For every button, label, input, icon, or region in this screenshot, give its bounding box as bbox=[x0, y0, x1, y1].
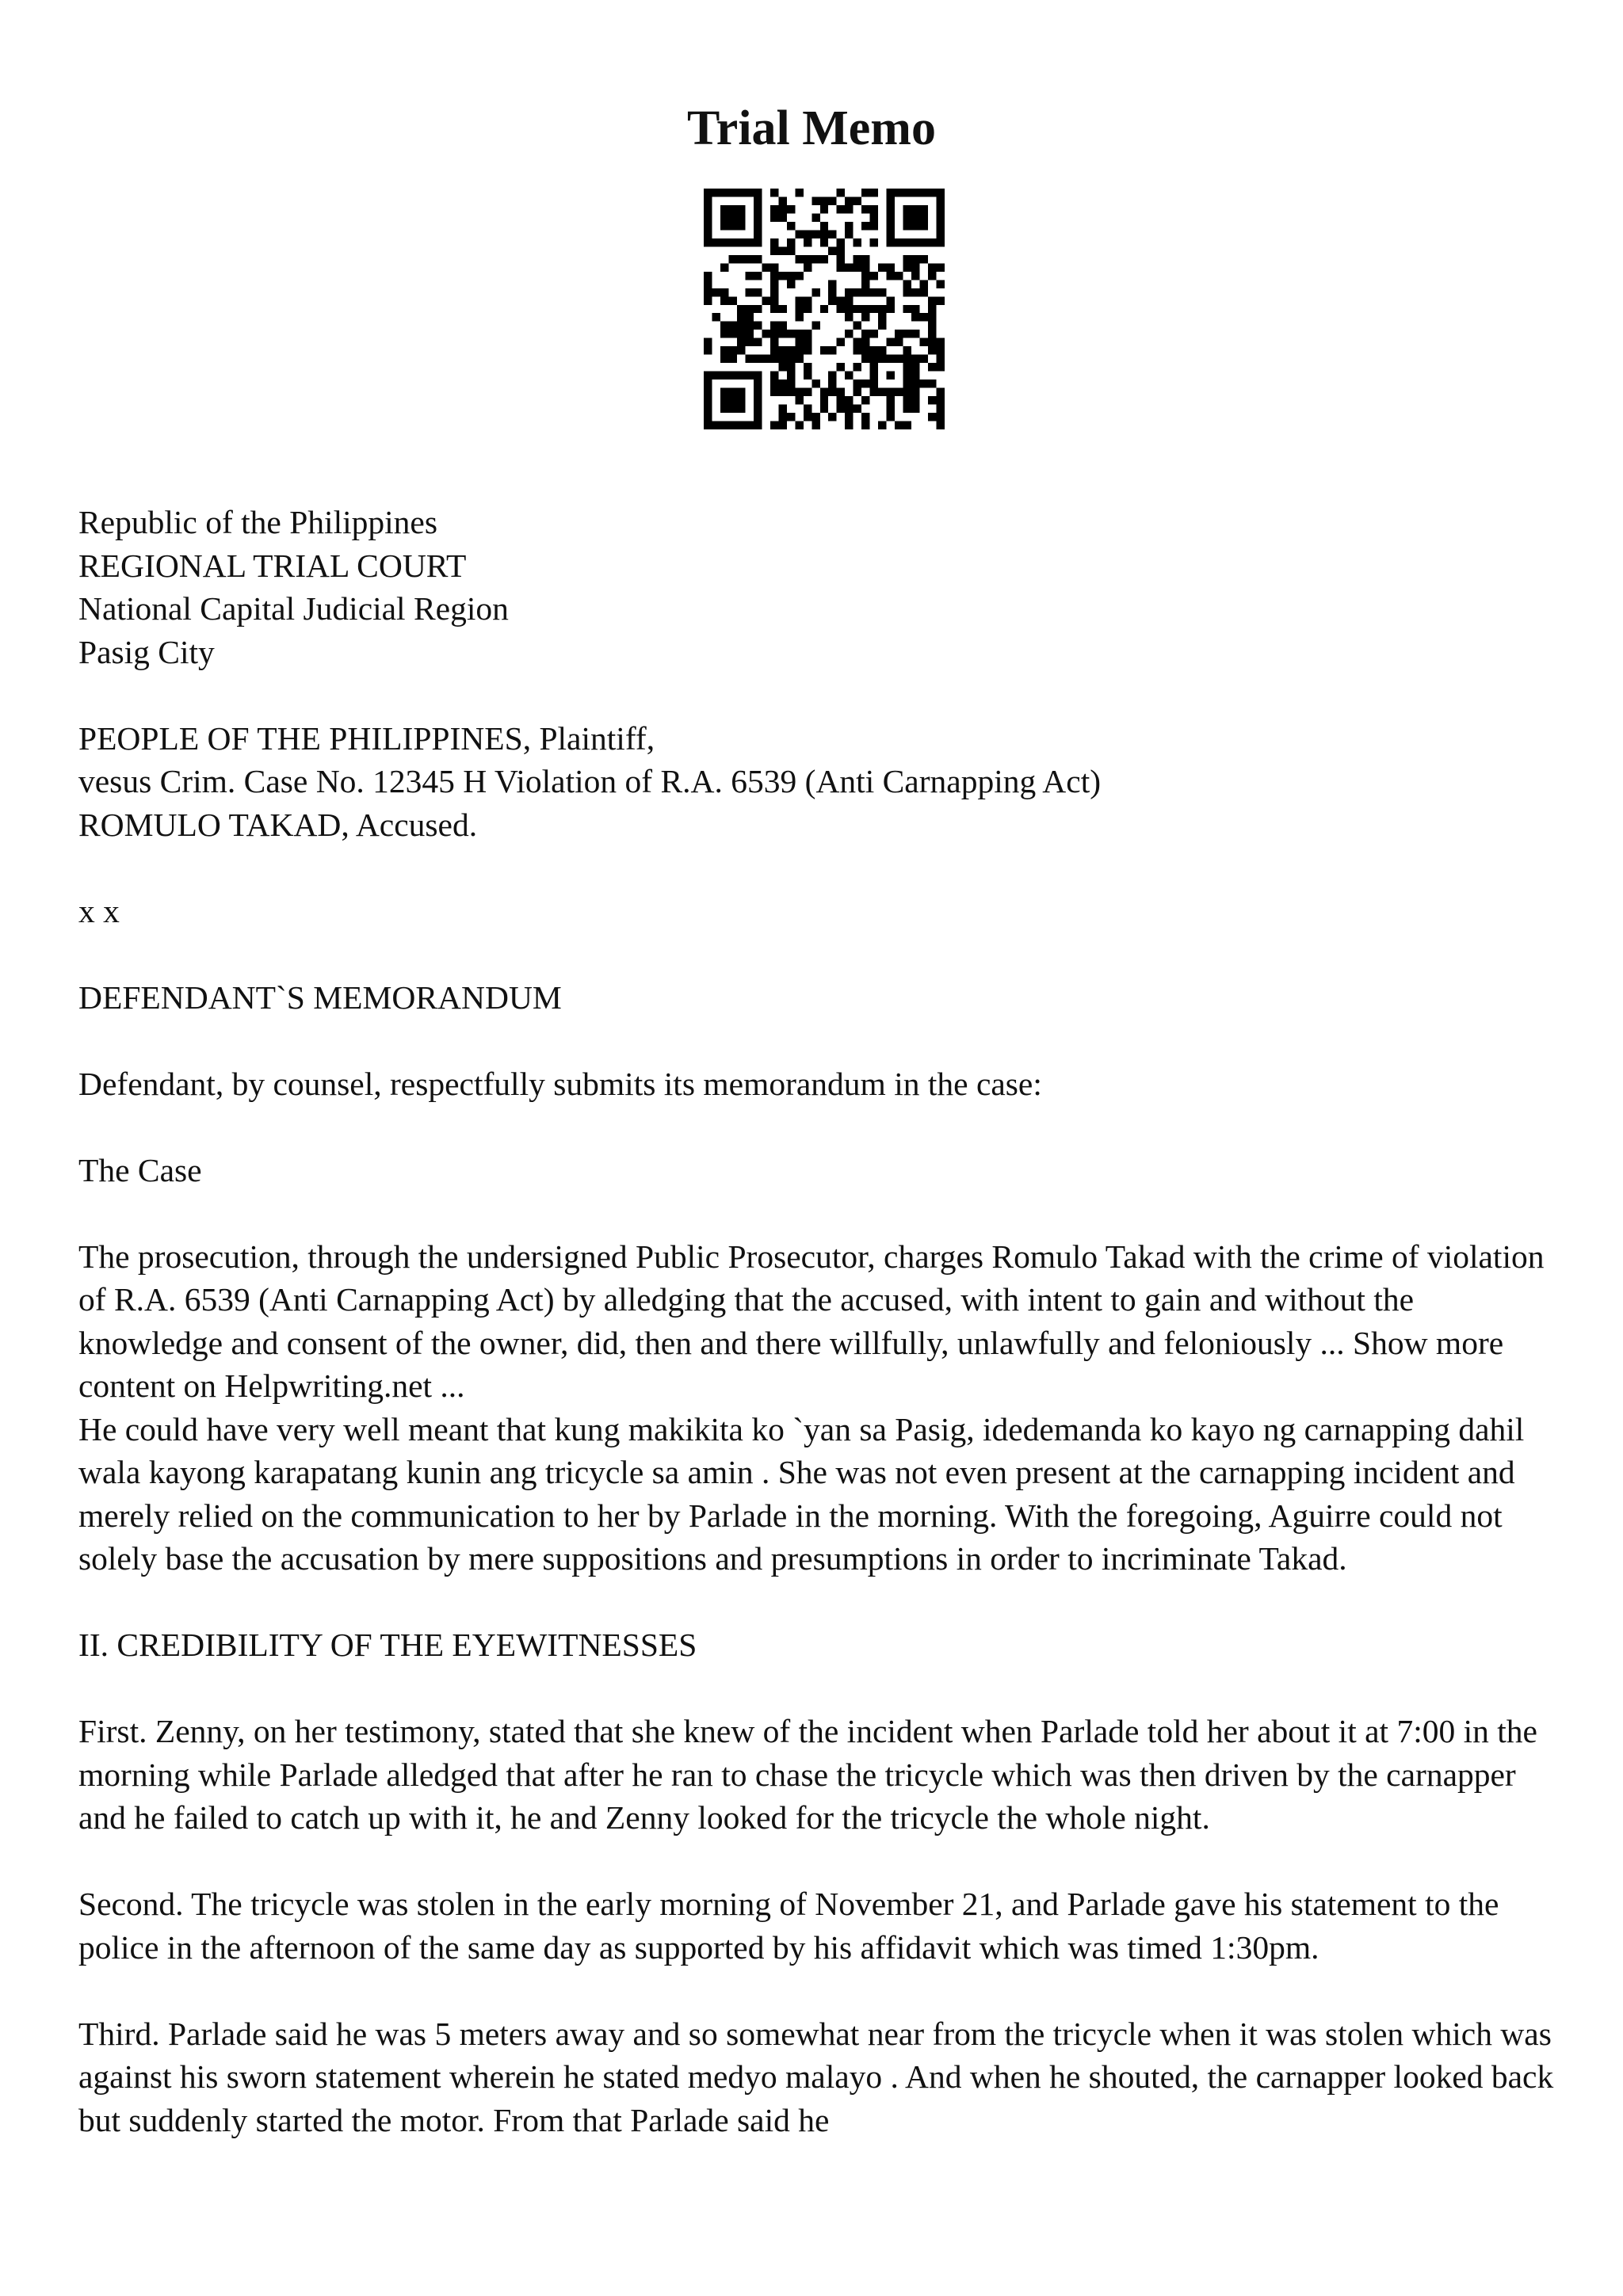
case-paragraph-2: He could have very well meant that kung makikita ko `yan sa Pasig, idedemanda ko kayo ng carnapping dahil wala kayong karapatang kunin ang tricycle sa amin . She was not even present at the carnapping incident and merely relied on the communication to her by Parlade in the morning. With the foregoing, Aguirre could not solely base the accusation by mere suppositions and presumptions in order to incriminate Takad. bbox=[78, 1410, 1525, 1577]
caption-line: National Capital Judicial Region bbox=[78, 590, 509, 627]
caption-line: Republic of the Philippines bbox=[78, 504, 437, 540]
intro-paragraph: Defendant, by counsel, respectfully submits its memorandum in the case: bbox=[78, 1065, 1042, 1102]
memo-body bbox=[78, 501, 1560, 2185]
parties-line: ROMULO TAKAD, Accused. bbox=[78, 806, 478, 843]
second-point: Second. The tricycle was stolen in the early morning of November 21, and Parlade gave his statement to the police in the afternoon of the same day as supported by his affidavit which was timed 1:30pm. bbox=[78, 1886, 1499, 1966]
separator: x x bbox=[78, 892, 120, 929]
case-parties bbox=[78, 717, 1560, 847]
caption-line: Pasig City bbox=[78, 633, 215, 670]
document-title: Trial Memo bbox=[687, 101, 936, 155]
third-point: Third. Parlade said he was 5 meters away and so somewhat near from the tricycle when it was stolen which was against his sworn statement wherein he stated medyo malayo . And when he shouted, the carnapper looked back but suddenly started the motor. From that Parlade said he bbox=[78, 2015, 1554, 2138]
parties-line: vesus Crim. Case No. 12345 H Violation of R.A. 6539 (Anti Carnapping Act) bbox=[78, 763, 1102, 799]
court-caption bbox=[78, 501, 1560, 673]
memorandum-heading: DEFENDANT`S MEMORANDUM bbox=[78, 978, 562, 1016]
case-heading: The Case bbox=[78, 1151, 202, 1188]
qr-code bbox=[704, 189, 945, 429]
section-heading: II. CREDIBILITY OF THE EYEWITNESSES bbox=[78, 1627, 697, 1663]
case-paragraph-1: The prosecution, through the undersigned Public Prosecutor, charges Romulo Takad with the crime of violation of R.A. 6539 (Anti Carnapping Act) by alledging that the accused, with intent to gain and without the knowledge and consent of the owner, did, then and there willfully, unlawfully and feloniously ... Show more content on Helpwriting.net ... bbox=[78, 1238, 1545, 1404]
caption-line: REGIONAL TRIAL COURT bbox=[78, 547, 467, 584]
parties-line: PEOPLE OF THE PHILIPPINES, Plaintiff, bbox=[78, 719, 655, 757]
first-point: First. Zenny, on her testimony, stated that she knew of the incident when Parlade told her about it at 7:00 in the morning while Parlade alledged that after he ran to chase the tricycle which was then driven by the carnapper and he failed to catch up with it, he and Zenny looked for the tricycle the whole night. bbox=[78, 1713, 1537, 1836]
